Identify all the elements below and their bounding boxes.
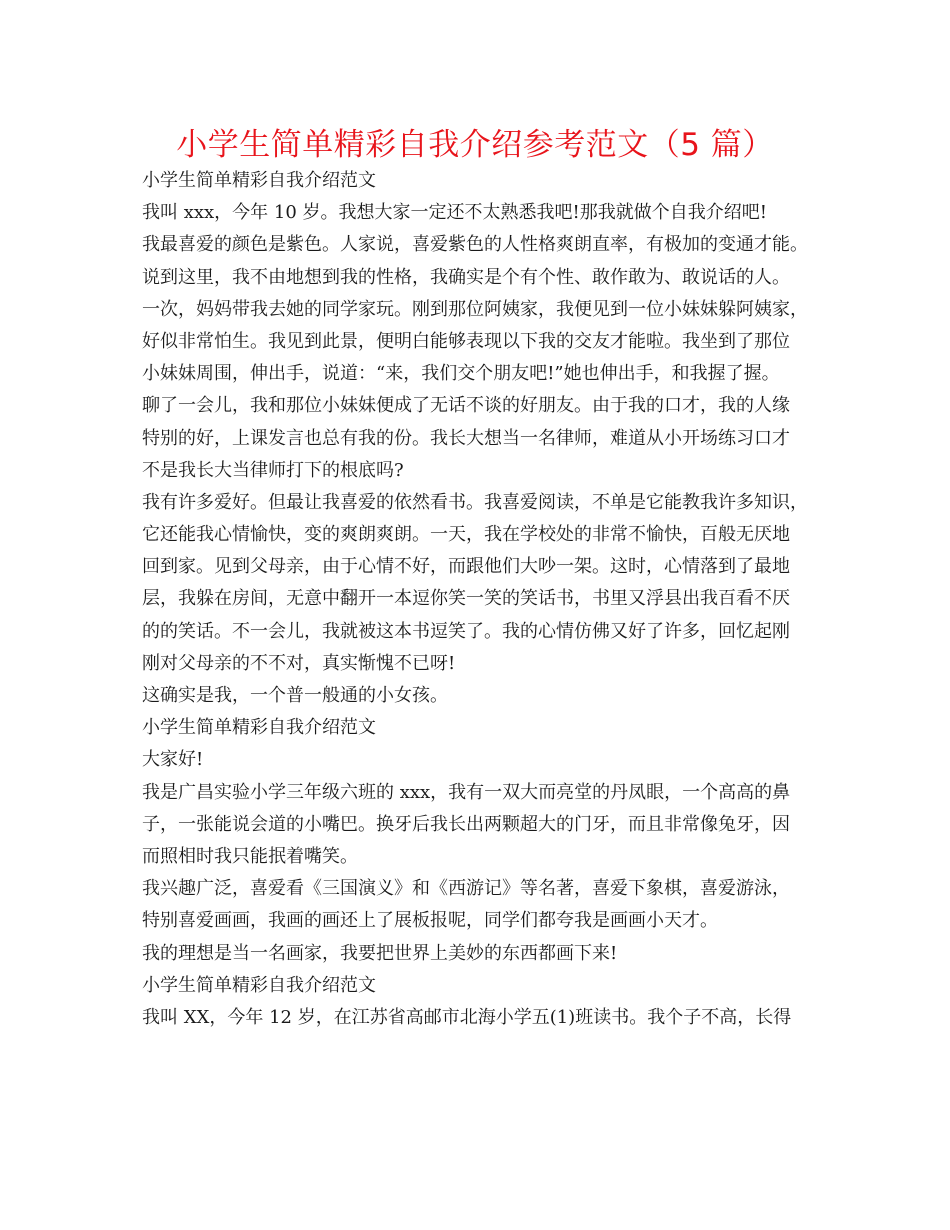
- paragraph-line: 我是广昌实验小学三年级六班的 xxx，我有一双大而亮堂的丹凤眼，一个高高的鼻: [142, 781, 791, 803]
- paragraph-line: 我叫 XX，今年 12 岁，在江苏省高邮市北海小学五(1)班读书。我个子不高，长得: [142, 1006, 792, 1028]
- section-heading: 小学生简单精彩自我介绍范文: [142, 717, 376, 739]
- paragraph-line: 大家好!: [142, 749, 204, 771]
- paragraph-line: 一次，妈妈带我去她的同学家玩。刚到那位阿姨家，我便见到一位小妹妹躲阿姨家，: [142, 298, 808, 320]
- paragraph-line: 特别的好，上课发言也总有我的份。我长大想当一名律师，难道从小开场练习口才: [142, 427, 790, 449]
- paragraph-line: 我叫 xxx，今年 10 岁。我想大家一定还不太熟悉我吧!那我就做个自我介绍吧!: [142, 202, 767, 224]
- paragraph-line: 我兴趣广泛，喜爱看《三国演义》和《西游记》等名著，喜爱下象棋，喜爱游泳，: [142, 878, 790, 900]
- paragraph-line: 不是我长大当律师打下的根底吗?: [142, 459, 404, 481]
- paragraph-line: 层，我躲在房间，无意中翻开一本逗你笑一笑的笑话书，书里又浮县出我百看不厌: [142, 588, 790, 610]
- paragraph-line: 我的理想是当一名画家，我要把世界上美妙的东西都画下来!: [142, 942, 618, 964]
- paragraph-line: 小妹妹周围，伸出手，说道：“来，我们交个朋友吧!”她也伸出手，和我握了握。: [142, 363, 780, 385]
- paragraph-line: 特别喜爱画画，我画的画还上了展板报呢，同学们都夸我是画画小天才。: [142, 910, 718, 932]
- paragraph-line: 它还能我心情愉快，变的爽朗爽朗。一天，我在学校处的非常不愉快，百般无厌地: [142, 524, 790, 546]
- document-title: 小学生简单精彩自我介绍参考范文（5 篇）: [176, 127, 774, 163]
- paragraph-line: 我有许多爱好。但最让我喜爱的依然看书。我喜爱阅读，不单是它能教我许多知识，: [142, 491, 808, 513]
- section-heading: 小学生简单精彩自我介绍范文: [142, 974, 376, 996]
- document-body: [142, 165, 822, 1034]
- paragraph-line: 我最喜爱的颜色是紫色。人家说，喜爱紫色的人性格爽朗直率，有极加的变通才能。: [142, 234, 808, 256]
- paragraph-line: 的的笑话。不一会儿，我就被这本书逗笑了。我的心情仿佛又好了许多，回忆起刚: [142, 620, 790, 642]
- paragraph-line: 刚对父母亲的不不对，真实惭愧不已呀!: [142, 652, 456, 674]
- paragraph-line: 说到这里，我不由地想到我的性格，我确实是个有个性、敢作敢为、敢说话的人。: [142, 266, 790, 288]
- paragraph-line: 聊了一会儿，我和那位小妹妹便成了无话不谈的好朋友。由于我的口才，我的人缘: [142, 395, 790, 417]
- paragraph-line: 这确实是我，一个普一般通的小女孩。: [142, 685, 448, 706]
- paragraph-line: 回到家。见到父母亲，由于心情不好，而跟他们大吵一架。这时，心情落到了最地: [142, 556, 790, 578]
- paragraph-line: 而照相时我只能抿着嘴笑。: [142, 845, 358, 867]
- paragraph-line: 子，一张能说会道的小嘴巴。换牙后我长出两颗超大的门牙，而且非常像兔牙，因: [142, 813, 790, 835]
- paragraph-line: 好似非常怕生。我见到此景，便明白能够表现以下我的交友才能啦。我坐到了那位: [142, 330, 790, 352]
- section-heading: 小学生简单精彩自我介绍范文: [142, 170, 376, 191]
